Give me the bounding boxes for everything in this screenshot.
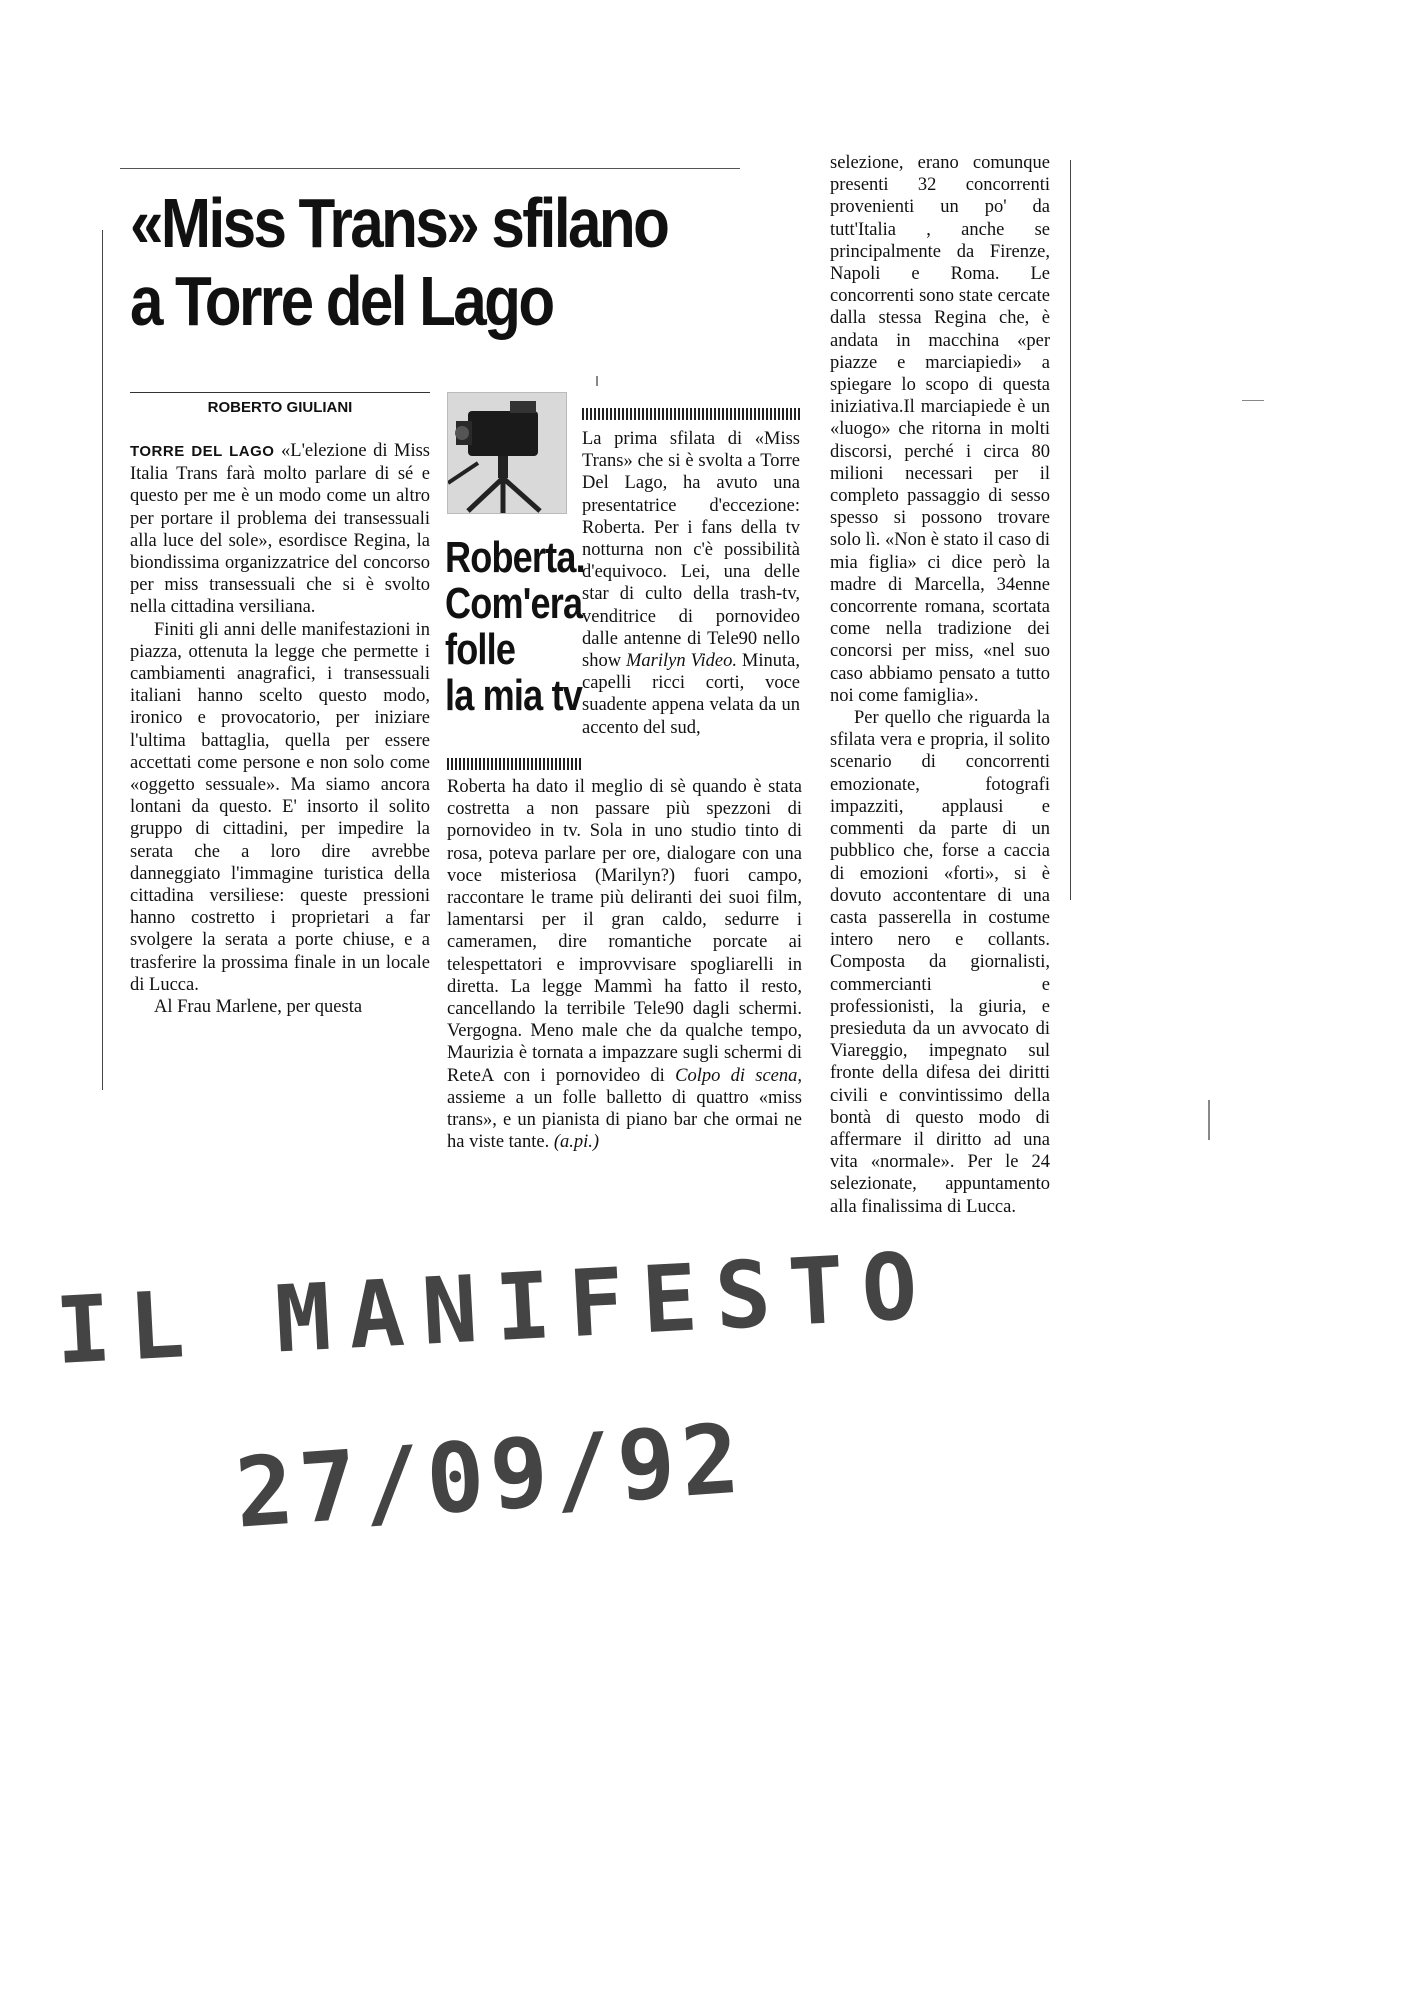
sidebar-signature: (a.pi.)	[553, 1132, 600, 1153]
handwritten-date: 27/09/92	[231, 1402, 749, 1550]
sidebar-band	[582, 408, 800, 420]
article-column-3	[830, 152, 1050, 1218]
column-rule	[102, 230, 103, 1090]
sidebar-text-bottom	[447, 776, 802, 1153]
sidebar-text: Roberta ha dato il meglio di sè quando è stata costretta a non passare più spezzoni di pornovideo in tv. Sola in uno studio tinto di rosa, poteva parlare per ore, dialogare con una voce misteriosa (Marilyn?) fuori campo, raccontare le trame più deliranti dei suoi film, lamentarsi per il gran caldo, sedurre i cameramen, dire romantiche porcate ai telespettatori e improvvisare spogliarelli in diretta. La legge Mammì ha fatto il resto, cancellando la terribile Tele90 dagli schermi. Vergogna. Meno male che da qualche tempo, Maurizia è tornata a impazzare sugli schermi di ReteA con i pornovideo di	[447, 777, 802, 1086]
scan-speck	[1208, 1100, 1210, 1140]
paragraph-text: «L'elezione di Miss Italia Trans farà molto parlare di sé e questo per me è un modo come un altro per portare il problema dei transessuali alla luce del sole», esordisce Regina, la biondissima organizzatrice del concorso per miss transessuali che si è svolto nella cittadina versiliana.	[130, 441, 430, 618]
sidebar-text: Minuta, capelli ricci corti, voce suadente appena velata da un accento del sud,	[582, 651, 800, 738]
dateline: TORRE DEL LAGO	[130, 443, 275, 460]
article-paragraph: selezione, erano comunque presenti 32 concorrenti provenienti un po' da tutt'Italia , anche se principalmente da Firenze, Napoli e Roma. Le concorrenti sono state cercate dalla stessa Regina che, è andata in macchina «per piazze e marciapiedi» a spiegare lo scopo di questa iniziativa.Il marciapiede è un «luogo» che ritorna in molti discorsi, perché i circa 80 milioni necessari per il completo passaggio di sesso spesso si possono trovare solo lì. «Non è stato il caso di mia figlia» ci dice però la madre di Marcella, 34enne concorrente romana, scortata come nella tradizione dei concorsi per miss, «nel suo caso abbiamo pensato a tutto noi come famiglia».	[830, 153, 1050, 706]
sidebar-italic: Colpo di scena,	[675, 1065, 803, 1086]
sidebar-text-top	[582, 428, 800, 739]
sidebar-title-line: la mia tv	[445, 671, 583, 720]
article-paragraph: Al Frau Marlene, per questa	[154, 997, 363, 1018]
sidebar-band-bottom	[447, 758, 582, 770]
tv-camera-photo	[447, 392, 567, 514]
top-rule	[120, 168, 740, 169]
newspaper-clipping	[110, 153, 1220, 1217]
headline	[130, 184, 698, 340]
sidebar-text: assieme a un folle balletto di quattro «miss trans», e un pianista di piano bar che ormai ne ha viste tante.	[447, 1087, 802, 1153]
sidebar-text: La prima sfilata di «Miss Trans» che si è svolta a Torre Del Lago, ha avuto una presentatrice d'eccezione: Roberta. Per i fans della tv notturna non c'è possibilità d'equivoco. Lei, una delle star di culto della trash-tv, venditrice di pornovideo dalle antenne di Tele90 nello show	[582, 429, 800, 672]
column-rule	[1070, 160, 1071, 900]
article-paragraph: Finiti gli anni delle manifestazioni in piazza, ottenuta la legge che permette i cambiamenti anagrafici, i transessuali italiani hanno scelto questo modo, ironico e provocatorio, per iniziare l'ultima battaglia, quella per essere accettati come persone e non solo come «oggetto sessuale». Ma siamo ancora lontani da questo. E' insorto il solito gruppo di cittadini, per impedire la serata che a loro dire avrebbe danneggiato l'immagine turistica della cittadina versiliese: queste pressioni hanno costretto i proprietari a far svolgere la serata a porte chiuse, e a trasferire la prossima finale in un locale di Lucca.	[130, 619, 430, 995]
sidebar-title-line: folle	[445, 625, 516, 674]
headline-line-2: a Torre del Lago	[130, 262, 553, 340]
article-column-1	[130, 440, 430, 1018]
sidebar-paragraph	[582, 428, 800, 739]
sidebar-title-line: Com'era	[445, 579, 583, 628]
headline-line-1: «Miss Trans» sfilano	[130, 184, 668, 262]
handwritten-source: IL MANIFESTO	[52, 1232, 938, 1385]
article-paragraph: Per quello che riguarda la sfilata vera e propria, il solito scenario di concorrenti emozionate, fotografi impazziti, applausi e commenti da parte di un pubblico che, forse a caccia di emozioni «forti», si è dovuto accontentare di una casta passerella in costume intero nero e collants. Composta da giornalisti, commercianti e professionisti, la giuria, e presieduta da un avvocato di Viareggio, impegnato sul fronte della difesa dei diritti civili e convintissimo della bontà di questo modo di affermare il diritto ad una vita «normale». Per le 24 selezionate, appuntamento alla finalissima di Lucca.	[830, 708, 1050, 1217]
scan-speck	[596, 376, 598, 386]
sidebar-italic: Marilyn Video.	[626, 651, 737, 672]
scan-speck	[1242, 400, 1264, 401]
camera-icon	[448, 393, 566, 513]
byline: ROBERTO GIULIANI	[130, 392, 430, 416]
sidebar-title-line: Roberta.	[445, 533, 585, 582]
article-paragraph	[130, 440, 430, 619]
